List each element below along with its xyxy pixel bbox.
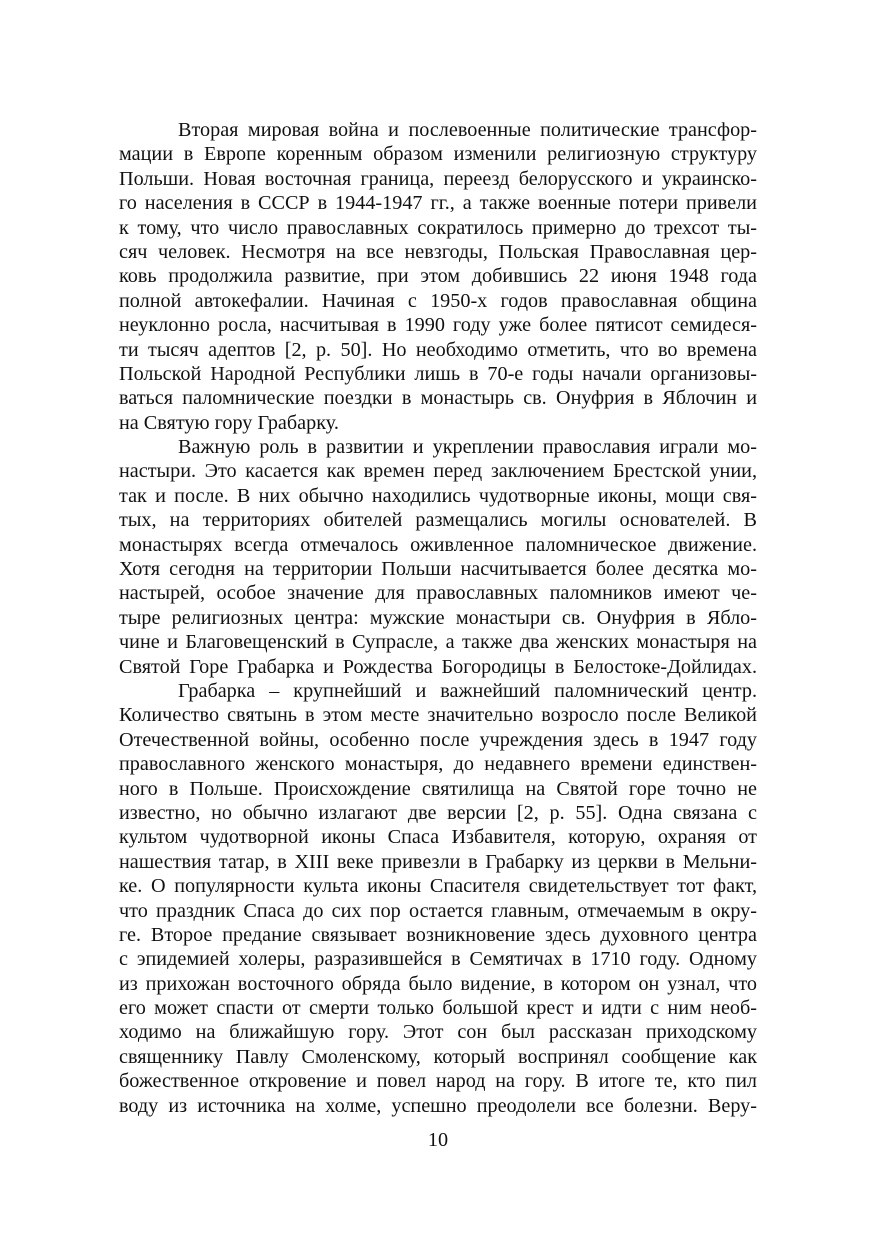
text-line: неуклонно росла, насчитывая в 1990 году уже более пятисот семидеся-	[119, 314, 757, 337]
text-line: нашествия татар, в XIII веке привезли в Грабарку из церкви в Мельни-	[119, 850, 757, 873]
text-line: божественное откровение и повел народ на гору. В итоге те, кто пил	[119, 1070, 757, 1093]
text-line: Польши. Новая восточная граница, переезд белорусского и украинско-	[119, 167, 757, 190]
paragraph	[119, 435, 757, 679]
text-line: го населения в СССР в 1944-1947 гг., а также военные потери привели	[119, 192, 757, 215]
text-line: полной автокефалии. Начиная с 1950-х годов православная община	[119, 289, 757, 312]
text-line: с эпидемией холеры, разразившейся в Семятичах в 1710 году. Одному	[119, 948, 757, 971]
text-line: ваться паломнические поездки в монастырь св. Онуфрия в Яблочин и	[119, 387, 757, 410]
text-line: Отечественной войны, особенно после учреждения здесь в 1947 году	[119, 728, 757, 751]
text-line: мации в Европе коренным образом изменили религиозную структуру	[119, 143, 757, 166]
text-line: ке. О популярности культа иконы Спасителя свидетельствует тот факт,	[119, 875, 757, 898]
text-line: Вторая мировая война и послевоенные политические трансфор-	[178, 119, 757, 141]
text-line: Количество святынь в этом месте значительно возросло после Великой	[119, 704, 757, 727]
text-line: Важную роль в развитии и укреплении православия играли мо-	[178, 436, 757, 459]
body-text	[119, 118, 757, 1118]
text-line: Польской Народной Республики лишь в 70-е годы начали организовы-	[119, 362, 757, 385]
text-line: тых, на территориях обителей размещались могилы основателей. В	[119, 509, 757, 532]
text-line: ковь продолжила развитие, при этом добившись 22 июня 1948 года	[119, 265, 757, 288]
text-line: Святой Горе Грабарка и Рождества Богородицы в Белостоке-Дойлидах.	[119, 655, 757, 678]
page-number: 10	[427, 1129, 449, 1151]
text-line: настыри. Это касается как времен перед заключением Брестской унии,	[119, 460, 757, 483]
text-line: Хотя сегодня на территории Польши насчитывается более десятка мо-	[119, 558, 757, 581]
text-line: православного женского монастыря, до недавнего времени единствен-	[119, 753, 757, 776]
paragraph	[119, 118, 757, 435]
text-line: ходимо на ближайшую гору. Этот сон был рассказан приходскому	[119, 1021, 757, 1044]
text-line: священнику Павлу Смоленскому, который воспринял сообщение как	[119, 1045, 757, 1068]
text-line: так и после. В них обычно находились чудотворные иконы, мощи свя-	[119, 484, 757, 507]
text-line: тыре религиозных центра: мужские монастыри св. Онуфрия в Ябло-	[119, 606, 757, 629]
text-line: воду из источника на холме, успешно преодолели все болезни. Веру-	[119, 1094, 757, 1117]
text-line: известно, но обычно излагают две версии [2, p. 55]. Одна связана с	[119, 801, 757, 824]
text-line: его может спасти от смерти только большой крест и идти с ним необ-	[119, 997, 757, 1020]
paragraph	[119, 679, 757, 1118]
text-line: ге. Второе предание связывает возникновение здесь духовного центра	[119, 923, 757, 946]
text-line: к тому, что число православных сократилось примерно до трехсот ты-	[119, 216, 757, 239]
text-line: культом чудотворной иконы Спаса Избавителя, которую, охраняя от	[119, 826, 757, 849]
text-line: чине и Благовещенский в Супрасле, а также два женских монастыря на	[119, 631, 757, 654]
text-line: на Святую гору Грабарку.	[119, 411, 339, 434]
text-line: что праздник Спаса до сих пор остается главным, отмечаемым в окру-	[119, 899, 757, 922]
text-line: сяч человек. Несмотря на все невзгоды, Польская Православная цер-	[119, 240, 757, 263]
text-line: Грабарка – крупнейший и важнейший паломнический центр.	[178, 679, 757, 702]
text-line: монастырях всегда отмечалось оживленное паломническое движение.	[119, 533, 757, 556]
text-line: ти тысяч адептов [2, p. 50]. Но необходимо отметить, что во времена	[119, 338, 757, 361]
text-line: из прихожан восточного обряда было видение, в котором он узнал, что	[119, 972, 757, 995]
text-line: ного в Польше. Происхождение святилища на Святой горе точно не	[119, 777, 757, 800]
text-line: настырей, особое значение для православных паломников имеют че-	[119, 582, 757, 605]
